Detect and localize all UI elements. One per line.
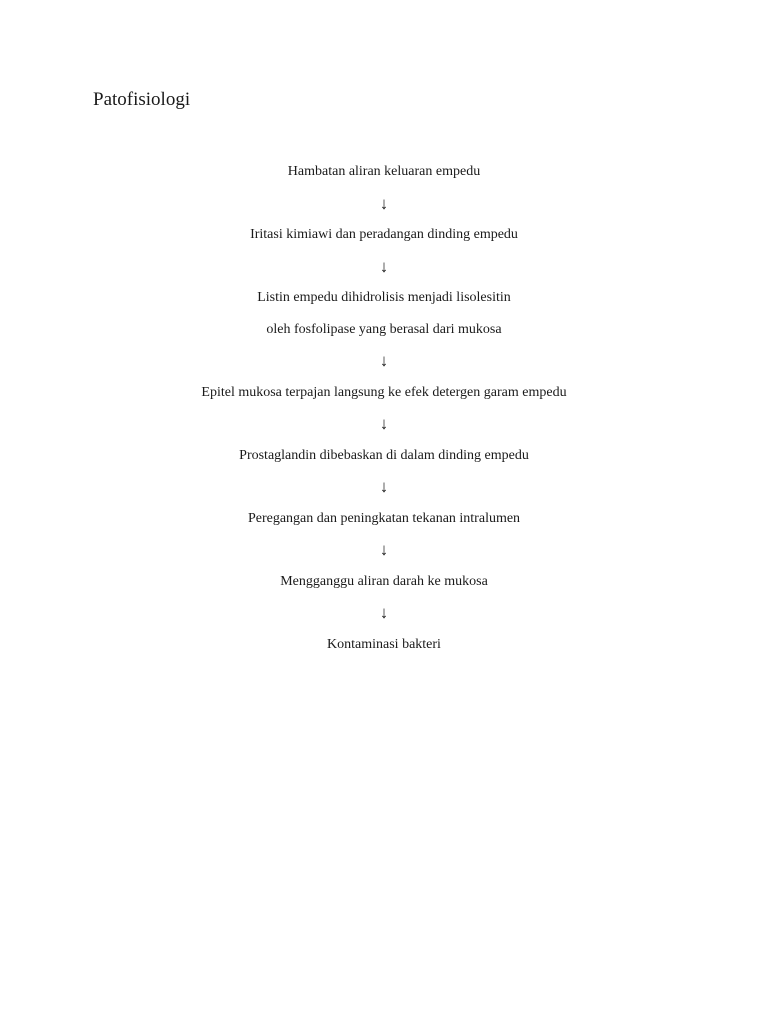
down-arrow-icon: ↓ (379, 351, 389, 370)
flow-step: Kontaminasi bakteri (327, 636, 441, 652)
flow-step: Hambatan aliran keluaran empedu (287, 164, 481, 179)
down-arrow-icon: ↓ (379, 256, 389, 276)
down-arrow-icon: ↓ (379, 193, 389, 213)
down-arrow-icon: ↓ (379, 540, 389, 559)
page-title: Patofisiologi (93, 89, 191, 110)
pathophysiology-flow (0, 161, 768, 665)
down-arrow-icon: ↓ (379, 603, 389, 622)
flow-step: Listin empedu dihidrolisis menjadi lisolesitin (257, 290, 511, 305)
flow-step: Mengganggu aliran darah ke mukosa (280, 573, 488, 589)
flow-step: Epitel mukosa terpajan langsung ke efek detergen garam empedu (201, 384, 567, 400)
down-arrow-icon: ↓ (379, 477, 389, 496)
flow-step: Iritasi kimiawi dan peradangan dinding empedu (250, 227, 518, 242)
flow-step: Peregangan dan peningkatan tekanan intralumen (247, 510, 521, 526)
flow-step: Prostaglandin dibebaskan di dalam dinding empedu (239, 447, 529, 463)
down-arrow-icon: ↓ (379, 414, 389, 433)
flow-step: oleh fosfolipase yang berasal dari mukosa (266, 321, 502, 337)
